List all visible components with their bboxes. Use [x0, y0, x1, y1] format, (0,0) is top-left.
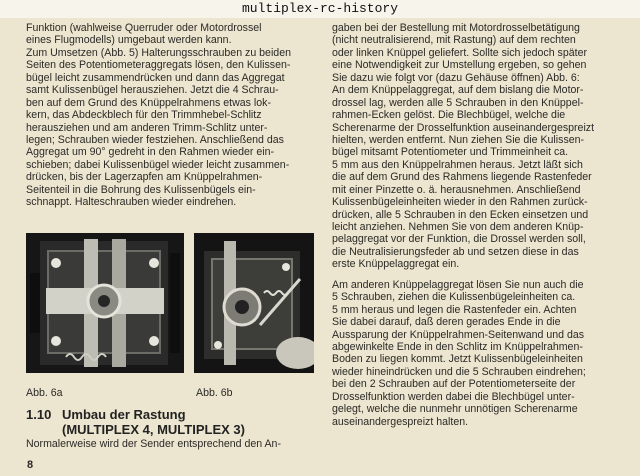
paragraph-2	[332, 279, 632, 428]
left-text-column	[26, 22, 314, 209]
text-line: bei den 2 Schrauben auf der Potentiometerseite der	[332, 378, 576, 391]
text-line: rahmen-Ecken gelöst. Die Blechbügel, welche die	[332, 109, 566, 122]
text-line: bügel mitsamt Potentiometer und Trimmeinheit ca.	[332, 146, 569, 159]
text-line: bügel leicht zusammendrücken und dann das Aggregat	[26, 71, 285, 84]
text-line: Seiten des Potentiometeraggregats lösen, den Kulissen-	[26, 59, 291, 72]
text-line: Am anderen Knüppelaggregat lösen Sie nun auch die	[332, 278, 584, 291]
section-body-start: Normalerweise wird der Sender entsprechend den An-	[26, 438, 281, 450]
text-line: (nicht neutralisierend, mit Rastung) auf dem rechten	[332, 34, 576, 47]
text-line: herausziehen und am anderen Trimm-Schlitz unter-	[26, 121, 268, 134]
text-line: Sie dazu wie folgt vor (dazu Gehäuse öffnen) Abb. 6:	[332, 71, 580, 84]
text-line: eines Flugmodells) umgebaut werden kann.	[26, 34, 232, 47]
text-line: Boden zu liegen kommt. Jetzt Kulissenbügeleinheiten	[332, 353, 583, 366]
text-line: auseinandergespreizt halten.	[332, 415, 469, 428]
text-line: mit einer Pinzette o. ä. herausnehmen. Anschließend	[332, 183, 581, 196]
text-line: drücken, bis der Lagerzapfen am Knüppelrahmen-	[26, 171, 263, 184]
text-line: Scherenarme der Drosselfunktion auseinandergespreizt	[332, 121, 595, 134]
section-subtitle: (MULTIPLEX 4, MULTIPLEX 3)	[62, 422, 245, 437]
text-line: kern, das Abdeckblech für den Trimmhebel-Schlitz	[26, 109, 262, 122]
text-line: 5 mm aus den Knüppelrahmen heraus. Jetzt läßt sich	[332, 158, 583, 171]
text-line: abgewinkelte Ende in den Schlitz im Knüppelrahmen-	[332, 340, 583, 353]
stick-gimbal-photo-6a	[26, 233, 184, 373]
text-line: 5 Schrauben, ziehen die Kulissenbügeleinheiten ca.	[332, 291, 576, 304]
text-line: Seitenteil in die Bohrung des Kulissenbügels ein-	[26, 183, 256, 196]
paragraph-1	[332, 22, 632, 271]
text-line: An dem Knüppelaggregat, auf dem bislang die Motor-	[332, 84, 584, 97]
text-line: oder linken Knüppel geliefert. Sollte sich jedoch später	[332, 46, 587, 59]
text-line: Aussparung der Knüppelrahmen-Seitenwand und das	[332, 328, 585, 341]
text-line: drossel lag, werden alle 5 Schrauben in den Knüppel-	[332, 96, 584, 109]
text-line: leicht anziehen. Nehmen Sie von dem anderen Knüp-	[332, 221, 584, 233]
text-line: die auf dem Grund des Rahmens liegende Rastenfeder	[332, 171, 592, 184]
text-line: Zum Umsetzen (Abb. 5) Halterungsschrauben zu beiden	[26, 46, 291, 59]
section-title: Umbau der Rastung	[62, 407, 186, 422]
site-title: multiplex-rc-history	[241, 1, 399, 16]
page-number: 8	[27, 459, 34, 471]
text-line: Sie dabei darauf, daß deren gerades Ende in die	[332, 316, 561, 329]
section-heading	[26, 407, 245, 437]
text-line: gaben bei der Bestellung mit Motordrosselbetätigung	[332, 22, 580, 34]
text-line: Kulissenbügeleinheiten wieder in den Rahmen zurück-	[332, 196, 588, 209]
text-line: wieder hineindrücken und die 5 Schrauben eindrehen;	[332, 365, 586, 378]
text-line: legen; Schrauben wieder festziehen. Anschließend das	[26, 133, 284, 146]
text-line: gelegt, welche die nunmehr unnötigen Scherenarme	[332, 403, 578, 416]
figure-6a-caption: Abb. 6a	[26, 387, 63, 399]
text-line: schieben; dabei Kulissenbügel wieder leicht zusammen-	[26, 158, 290, 171]
text-line: eine Notwendigkeit zur Umstellung ergeben, so gehen	[332, 59, 587, 72]
text-line: pelaggregat vor der Funktion, die Drossel werden soll,	[332, 233, 586, 246]
figure-6a-photo	[26, 233, 184, 373]
stick-gimbal-photo-6b	[194, 233, 314, 373]
text-line: 5 mm heraus und legen die Rastenfeder ein. Achten	[332, 303, 577, 316]
figure-6b-photo	[194, 233, 314, 373]
site-header	[0, 0, 640, 18]
text-line: drücken, alle 5 Schrauben in den Ecken einsetzen und	[332, 208, 589, 221]
text-line: die Neutralisierungsfeder ab und setzen diese in das	[332, 245, 579, 258]
text-line: samt Kulissenbügel herausziehen. Jetzt die 4 Schrau-	[26, 84, 279, 97]
text-line: erste Knüppelaggregat ein.	[332, 258, 460, 271]
text-line: Funktion (wahlweise Querruder oder Motordrossel	[26, 22, 262, 34]
text-line: Aggregat um 90° gedreht in den Rahmen wieder ein-	[26, 146, 275, 159]
section-number: 1.10	[26, 407, 52, 422]
text-line: hielten, werden entfernt. Nun ziehen Sie die Kulissen-	[332, 133, 585, 146]
right-text-column	[332, 22, 632, 428]
text-line: ben auf dem Grund des Knüppelrahmens etwas lok-	[26, 96, 271, 109]
text-line: Drosselfunktion werden dabei die Blechbügel unter-	[332, 390, 575, 403]
figure-6b-caption: Abb. 6b	[196, 387, 233, 399]
text-line: schnappt. Halteschrauben wieder eindrehen.	[26, 196, 237, 209]
